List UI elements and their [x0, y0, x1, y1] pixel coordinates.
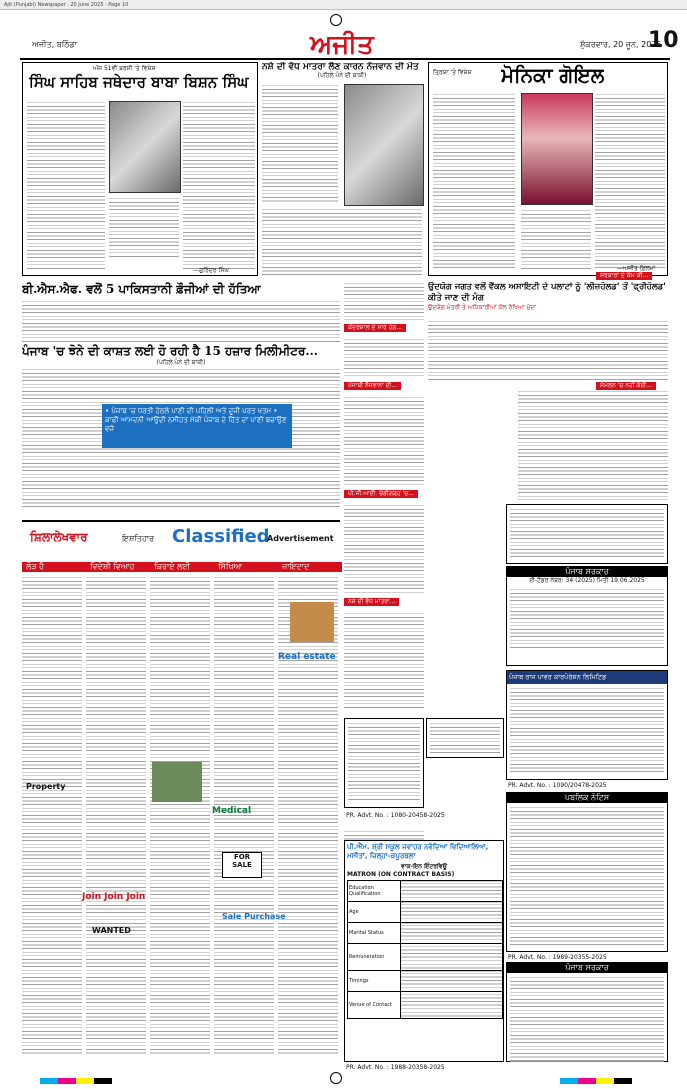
classified-column-label: ਜਾਇਦਾਦ [278, 562, 342, 572]
feature-byline: —ਅਜੀਤ ਫ਼ਿਲਮਾਂ [617, 265, 656, 272]
classified-title-en2: Advertisement [267, 534, 334, 543]
edition-label: ਅਜੀਤ, ਬਠਿੰਡਾ [32, 40, 78, 49]
article-headline: ਨਸ਼ੇ ਦੀ ਵੱਧ ਮਾਤਰਾ ਲੈਣ ਕਾਰਨ ਨੌਜਵਾਨ ਦੀ ਮੌਤ [262, 62, 419, 72]
portrait-photo [109, 101, 181, 193]
join-label: Join Join Join [82, 892, 146, 902]
property-label: Property [26, 782, 66, 791]
news-photo [344, 84, 424, 206]
classified-grid [22, 562, 340, 1067]
classified-column-label: ਲੋੜ ਹੈ [22, 562, 86, 572]
article-body [518, 390, 668, 500]
medical-label: Medical [212, 806, 252, 816]
notice-heading: ਪੰਜਾਬ ਸਰਕਾਰ [507, 567, 667, 577]
color-bar [596, 1078, 614, 1084]
notice-heading: ਪਬਲਿਕ ਨੋਟਿਸ [507, 793, 667, 803]
notice-box [426, 718, 504, 758]
article-body [344, 282, 424, 322]
continued-label: (ਪਹਿਲੇ ਪੰਨੇ ਦੀ ਬਾਕੀ) [156, 359, 206, 366]
article-byline: —ਗੁਰਿੰਦਰ ਸਿੰਘ [193, 267, 229, 274]
feature-body [521, 209, 591, 269]
school-ad [344, 840, 504, 1062]
table-cell: Education Qualification [348, 881, 401, 902]
notice-body [510, 508, 664, 558]
tender-notice [506, 670, 668, 780]
table-cell: Remuneration [348, 944, 401, 971]
for-sale-sign: FOR SALE [222, 852, 262, 878]
notice-body [510, 806, 664, 946]
date-label: ਸ਼ੁੱਕਰਵਾਰ, 20 ਜੂਨ, 2025 [580, 40, 662, 49]
color-bar [76, 1078, 94, 1084]
color-bar [578, 1078, 596, 1084]
feature-headline: ਮੋਨਿਕਾ ਗੋਇਲ [501, 63, 605, 87]
article-body [344, 396, 424, 486]
color-bar [94, 1078, 112, 1084]
article-kicker: ਅੱਜ 51ਵੀਂ ਬਰਸੀ 'ਤੇ ਵਿਸ਼ੇਸ਼ [93, 65, 156, 72]
bsf-article [22, 282, 340, 342]
monica-feature [428, 62, 668, 276]
article-body [344, 338, 424, 378]
table-cell [401, 944, 503, 971]
section-label: ਕੇਂਦਰਸ਼ਾਲ ਦੇ ਸਾਰੇ ਹੇਠ... [344, 324, 406, 332]
classified-body [214, 576, 274, 1056]
school-ad-title: ਪੀ.ਐੱਮ. ਸ਼੍ਰੀ ਸਕੂਲ ਜਵਾਹਰ ਨਵੋਦਿਆ ਵਿਦਿਆਲਿਆ, ਮਸੀਤਾਂ, ਜ਼ਿਲ੍ਹਾ-ਕਪੂਰਥਲਾ [347, 843, 489, 860]
contract-label: MATRON (ON CONTRACT BASIS) [347, 871, 455, 878]
article-body [344, 504, 424, 594]
table-cell [401, 881, 503, 902]
section-label: ਸਰਕਾਰਾਂ ਦੇ ਕੰਮ ਕੀ... [596, 272, 652, 280]
pr-reference: PR. Advt. No. : 1989-20355-2025 [508, 954, 607, 961]
article-body [428, 320, 668, 382]
article-body [27, 101, 105, 271]
notice-body [510, 687, 664, 773]
registration-mark [330, 14, 342, 26]
article-body [262, 208, 422, 276]
table-cell [401, 971, 503, 992]
page-number: 10 [648, 28, 679, 53]
article-headline: ਉਦਯੋਗ ਜਗਤ ਵਲੋਂ ਵੈਂਕਲ ਅਸਾਇਟੀ ਦੇ ਪਲਾਟਾਂ ਨੂੰ 'ਲੀਜ਼ਹੋਲਡ' ਤੋਂ 'ਫ੍ਰੀਹੋਲਡ' ਕੀਤੇ ਜਾਣ ਦੀ ਮੰਗ [428, 282, 666, 303]
table-cell [401, 902, 503, 923]
classified-column-label: ਵਿਦੇਸ਼ੀ ਵਿਆਹ [86, 562, 150, 572]
table-cell [401, 992, 503, 1019]
article-body [183, 101, 255, 271]
article-body [344, 612, 424, 708]
article-headline: ਸਿੰਘ ਸਾਹਿਬ ਜਥੇਦਾਰ ਬਾਬਾ ਬਿਸ਼ਨ ਸਿੰਘ [29, 73, 249, 91]
medical-illustration [152, 762, 202, 802]
classified-body [278, 576, 338, 1056]
table-cell: Marital Status [348, 923, 401, 944]
highlight-box: • ਪੰਜਾਬ 'ਚ ਧਰਤੀ ਹੇਠਲੇ ਪਾਣੀ ਦੀ ਪਹਿਲੀ ਅਤੇ ਦੂਜੀ ਪਰਤ ਖਤਮ • ਕਾਫੀ ਆਮਦਨੀ ਆਉਂਦੀ ਨਸੀਹਤ ਮੱਕੀ ਪੰਜਾਬ ਦੇ ਹਿੱਤ ਦਾ ਪਾਣੀ ਬਚਾਉਣ ਵਜੋਂ [102, 404, 292, 448]
house-illustration [290, 602, 334, 642]
notice-body [510, 976, 664, 1062]
feature-body [595, 93, 665, 269]
section-label: ਪੀ.ਜੀ.ਆਈ. ਚੰਡੀਗੜ੍ਹ 'ਚ... [344, 490, 418, 498]
classified-column-label: ਕਿਰਾਏ ਲਈ [150, 562, 214, 572]
color-bar [614, 1078, 632, 1084]
classified-body [150, 576, 210, 1056]
classified-column-label: ਸਿੱਖਿਆ [214, 562, 278, 572]
feature-body [433, 93, 515, 269]
farming-article [22, 344, 340, 514]
wanted-label: WANTED [92, 926, 131, 935]
govt-notice [506, 566, 668, 666]
pr-reference: PR. Advt. No. : 1080-20458-2025 [346, 812, 445, 819]
walk-in-label: ਵਾਕ-ਇਨ ਇੰਟਰਵਿਊ [401, 863, 447, 870]
continued-label: (ਪਹਿਲੇ ਪੰਨੇ ਦੀ ਬਾਕੀ) [317, 72, 367, 79]
public-notice [506, 792, 668, 952]
notice-heading: ਪੰਜਾਬ ਸਰਕਾਰ [507, 963, 667, 973]
article-body [262, 84, 338, 204]
table-cell: Timings [348, 971, 401, 992]
table-cell: Venue of Contact [348, 992, 401, 1019]
section-label: ਸੰਮੇਲਨ 'ਚ ਨਹੀਂ ਕੋਈ... [596, 382, 656, 390]
real-estate-label: Real estate [278, 652, 336, 662]
classified-title-en: Classified [172, 526, 270, 547]
article-headline: ਪੰਜਾਬ 'ਚ ਝੋਨੇ ਦੀ ਕਾਸ਼ਤ ਲਈ ਹੋ ਰਹੀ ਹੈ 15 ਹਜ਼ਾਰ ਮਿਲੀਮੀਟਰ... [22, 344, 318, 358]
table-cell: Age [348, 902, 401, 923]
print-strip: Ajit (Punjabi) Newspaper · 20 June 2025 · Page 10 [0, 0, 687, 10]
feature-kicker: ਤ੍ਰਿਯਾ 'ਤੇ ਵਿਸ਼ੇਸ਼ [433, 69, 472, 76]
article-subhead: ਉਦਯੋਗ ਮੰਤਰੀ ਤੇ ਅਧਿਕਾਰੀਆਂ ਕੋਲ ਰੱਖਿਆ ਮੁੱਦਾ [428, 304, 537, 311]
article-body [109, 197, 179, 257]
classified-title-pb2: ਇਸ਼ਤਿਹਾਰ [122, 534, 155, 543]
middle-column [344, 282, 424, 712]
pr-reference: PR. Advt. No. : 1988-20358-2025 [346, 1064, 445, 1071]
portrait-photo [521, 93, 593, 205]
registration-mark [330, 1072, 342, 1084]
masthead [20, 28, 679, 60]
classified-body [86, 576, 146, 1056]
color-bar [40, 1078, 58, 1084]
tender-number: ਈ-ਟੈਂਡਰ ਨੰਬਰ: 34 (2025) ਮਿਤੀ 19.06.2025 [529, 577, 645, 584]
govt-notice [506, 504, 668, 564]
article-headline: ਬੀ.ਐਸ.ਐਫ. ਵਲੋਂ 5 ਪਾਕਿਸਤਾਨੀ ਫ਼ੌਜੀਆਂ ਦੀ ਹੱਤਿਆ [22, 282, 261, 296]
sale-purchase-label: Sale Purchase [222, 912, 286, 921]
section-label: ਨਸ਼ੇ ਦੀ ਵੱਧ ਮਾਤਰਾ... [344, 598, 399, 606]
classified-title-pb: ਸ਼ਿਲਾਲੇਖਵਾਰ [30, 530, 88, 544]
notice-body [348, 722, 420, 802]
color-bar [560, 1078, 578, 1084]
article-body [22, 300, 340, 342]
drugs-article [262, 62, 422, 276]
udyog-article [428, 282, 668, 382]
govt-notice [506, 962, 668, 1062]
newspaper-title: ਅਜੀਤ [310, 30, 374, 60]
tender-heading: ਪੰਜਾਬ ਰਾਜ ਪਾਵਰ ਕਾਰਪੋਰੇਸ਼ਨ ਲਿਮਿਟਿਡ [507, 671, 667, 684]
notice-body [510, 588, 664, 648]
classified-header [22, 520, 340, 562]
notice-body [430, 722, 500, 754]
pr-reference: PR. Advt. No. : 1090/20478-2025 [508, 782, 607, 789]
table-cell [401, 923, 503, 944]
section-label: ਪੰਜਾਬੀ ਨੌਜਵਾਨਾਂ ਦੀ... [344, 382, 401, 390]
school-ad-table [347, 880, 503, 1019]
classified-body [22, 576, 82, 1056]
sikh-article [22, 62, 258, 276]
color-bar [58, 1078, 76, 1084]
notice-box [344, 718, 424, 808]
